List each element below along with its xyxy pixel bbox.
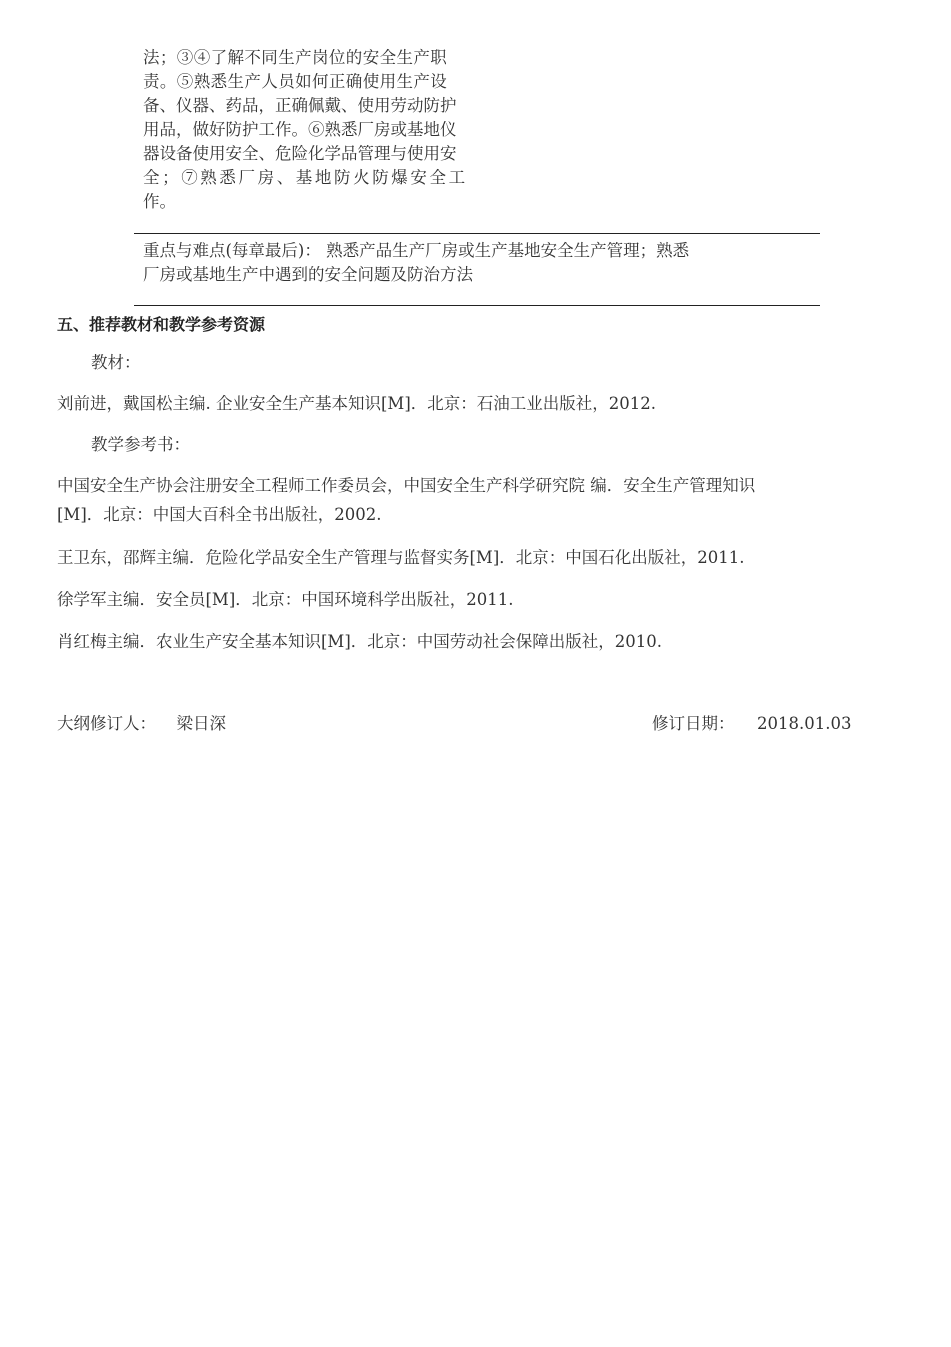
reference-entry: 肖红梅主编．农业生产安全基本知识[M]．北京：中国劳动社会保障出版社，2010.	[57, 632, 663, 651]
table-rule	[134, 233, 820, 234]
content-line: 器设备使用安全、危险化学品管理与使用安	[143, 144, 457, 163]
content-line: 用品，做好防护工作。⑥熟悉厂房或基地仪	[143, 120, 457, 139]
reference-entry	[57, 474, 897, 527]
textbook-label: 教材：	[91, 353, 141, 372]
table-rule-bottom	[134, 305, 820, 306]
reference-entry: 徐学军主编．安全员[M]．北京：中国环境科学出版社，2011.	[57, 590, 514, 609]
reference-line: 中国安全生产协会注册安全工程师工作委员会，中国安全生产科学研究院 编．安全生产管理知识	[57, 476, 756, 495]
section-heading: 五、推荐教材和教学参考资源	[57, 315, 266, 334]
content-line: 作。	[143, 192, 176, 211]
reference-label: 教学参考书：	[91, 435, 190, 454]
reviser-block	[57, 712, 226, 736]
content-line: 备、仪器、药品，正确佩戴、使用劳动防护	[143, 96, 457, 115]
date-label: 修订日期：	[652, 714, 735, 733]
key-points-line: 厂房或基地生产中遇到的安全问题及防治方法	[143, 265, 473, 284]
reference-line: [M]．北京：中国大百科全书出版社，2002.	[57, 505, 382, 524]
revision-date-block	[652, 712, 851, 736]
reviser-label: 大纲修订人：	[57, 714, 156, 733]
content-cell	[143, 46, 519, 214]
content-line: 全；⑦熟悉厂房、基地防火防爆安全工	[143, 168, 468, 187]
reference-entry: 王卫东，邵辉主编．危险化学品安全生产管理与监督实务[M]．北京：中国石化出版社，2011.	[57, 548, 745, 567]
revision-date: 2018.01.03	[757, 714, 852, 733]
key-points-line: 重点与难点(每章最后)： 熟悉产品生产厂房或生产基地安全生产管理；熟悉	[143, 241, 690, 260]
key-points-cell	[143, 239, 813, 287]
content-line: 责。⑤熟悉生产人员如何正确使用生产设	[143, 72, 448, 91]
content-line: 法；③④了解不同生产岗位的安全生产职	[143, 48, 448, 67]
textbook-entry: 刘前进，戴国松主编. 企业安全生产基本知识[M]．北京：石油工业出版社，2012.	[57, 394, 656, 413]
reviser-name: 梁日深	[176, 714, 226, 733]
